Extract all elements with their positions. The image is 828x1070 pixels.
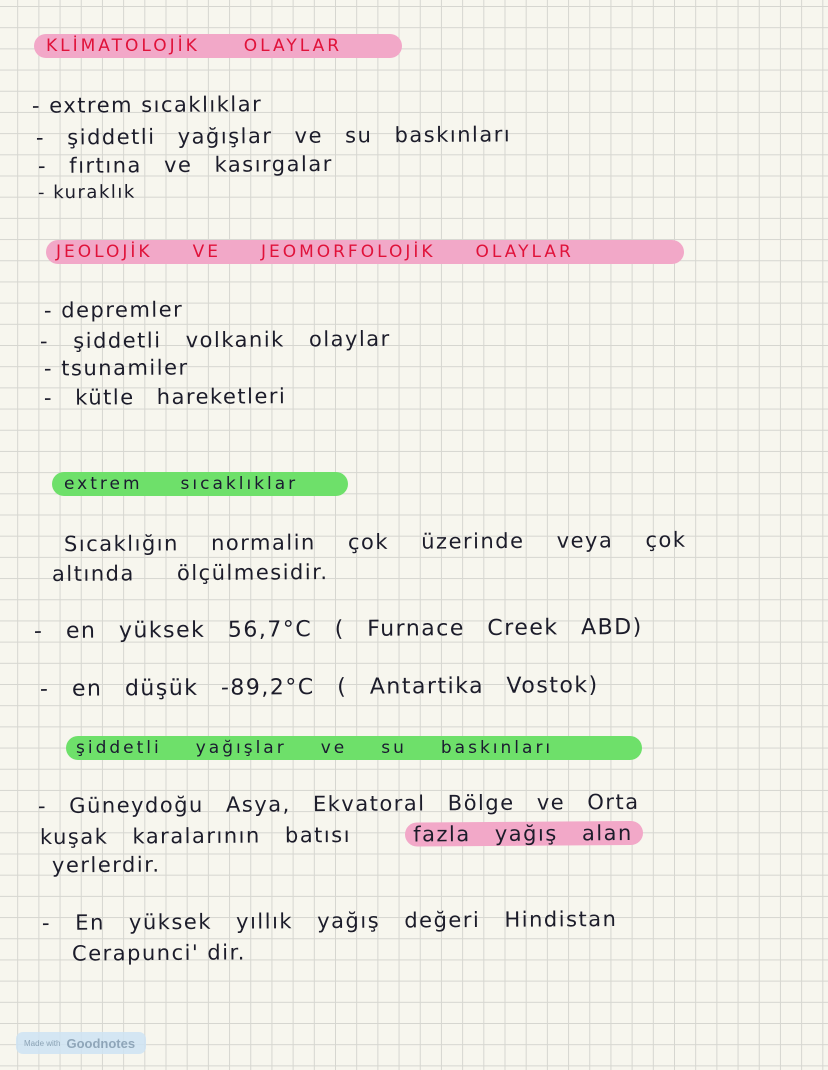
rain-line: [40, 820, 643, 850]
list-item: - şiddetli volkanik olaylar: [39, 326, 391, 354]
heading-word: OLAYLAR: [243, 36, 343, 56]
heading-word: KLİMATOLOJİK: [46, 36, 200, 56]
rain-line: - En yüksek yıllık yağış değeri Hindistan: [41, 906, 618, 936]
heading-geological: [46, 240, 684, 264]
list-item: - tsunamiler: [43, 355, 189, 381]
heading-heavy-rain: [66, 736, 642, 760]
record-highest: - en yüksek 56,7°C ( Furnace Creek ABD): [33, 614, 643, 645]
heading-word: şiddetli: [76, 738, 162, 758]
heading-word: JEOLOJİK: [56, 242, 153, 262]
heading-word: OLAYLAR: [475, 242, 574, 262]
rain-line: - Güneydoğu Asya, Ekvatoral Bölge ve Orta: [37, 789, 640, 819]
record-lowest: - en düşük -89,2°C ( Antartika Vostok): [39, 673, 599, 702]
highlight-phrase: fazla yağış alan: [405, 821, 643, 847]
heading-word: baskınları: [440, 738, 554, 758]
heading-word: JEOMORFOLOJİK: [260, 242, 436, 262]
heading-word: extrem: [64, 474, 143, 494]
heading-word: su: [381, 738, 407, 758]
heading-extreme-temperatures: [52, 472, 348, 496]
rain-line: Cerapunci' dir.: [71, 940, 247, 966]
list-item: - kütle hareketleri: [43, 384, 287, 410]
heading-word: sıcaklıklar: [180, 474, 299, 494]
rain-line: yerlerdir.: [51, 852, 161, 878]
list-item: - depremler: [43, 297, 184, 323]
rain-line-prefix: kuşak karalarının batısı: [39, 822, 352, 850]
heading-climatological: [34, 34, 402, 58]
list-item: - şiddetli yağışlar ve su baskınları: [35, 122, 512, 150]
list-item: - extrem sıcaklıklar: [31, 92, 263, 118]
made-with-label: Made with: [24, 1038, 61, 1048]
heading-word: ve: [320, 738, 348, 758]
list-item: - kuraklık: [37, 181, 136, 204]
heading-word: VE: [192, 242, 221, 262]
goodnotes-badge: [16, 1032, 146, 1054]
definition-line: altında ölçülmesidir.: [51, 560, 329, 586]
heading-word: yağışlar: [195, 738, 287, 758]
goodnotes-logo-text: Goodnotes: [66, 1035, 136, 1051]
definition-line: Sıcaklığın normalin çok üzerinde veya çok: [63, 527, 687, 557]
list-item: - fırtına ve kasırgalar: [37, 151, 333, 179]
